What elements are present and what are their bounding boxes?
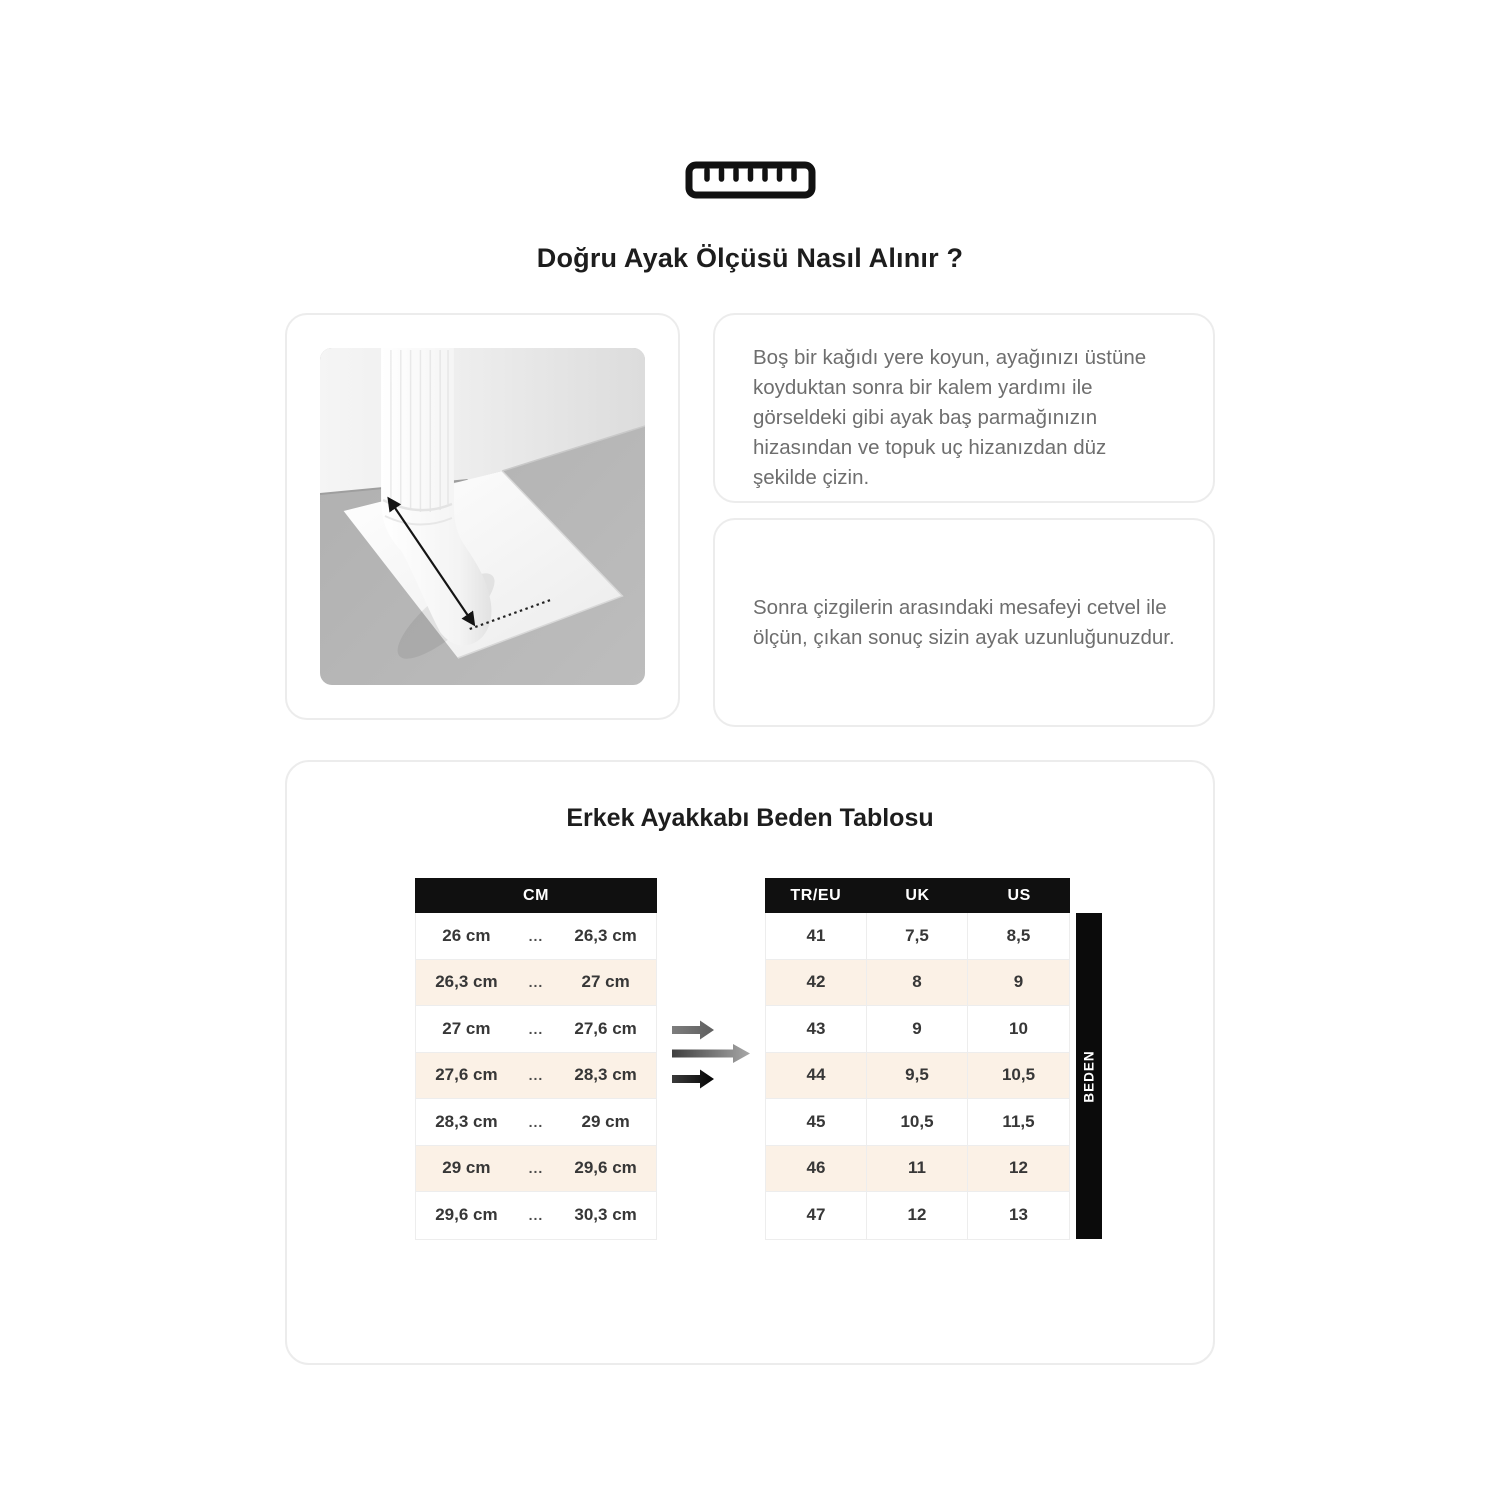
instruction-step-1-text: Boş bir kağıdı yere koyun, ayağınızı üstüne koyduktan sonra bir kalem yardımı ile görseldeki gibi ayak baş parmağınızın hizasından ve topuk uç hizanızdan düz şekilde çizin. xyxy=(753,346,1147,489)
beden-side-bar xyxy=(1076,913,1102,1239)
ruler-icon xyxy=(685,161,816,199)
table-row xyxy=(766,1146,1069,1193)
table-row xyxy=(416,1099,656,1146)
table-row xyxy=(766,1006,1069,1053)
instruction-step-1-card xyxy=(713,313,1215,503)
cm-from: 26,3 cm xyxy=(435,972,498,992)
size-cell: 13 xyxy=(1009,1205,1028,1225)
cm-from: 29 cm xyxy=(442,1158,491,1178)
foot-measurement-photo-card xyxy=(285,313,680,720)
cm-from: 29,6 cm xyxy=(435,1205,498,1225)
size-cell: 44 xyxy=(766,1053,867,1099)
instruction-step-2-card xyxy=(713,518,1215,727)
size-table-header xyxy=(765,878,1070,913)
size-cell: 41 xyxy=(766,913,867,959)
cm-from: 26 cm xyxy=(442,925,491,945)
header-icon-wrap xyxy=(0,161,1500,199)
size-cell: 7,5 xyxy=(867,913,968,959)
size-cell: 10 xyxy=(1009,1018,1028,1038)
table-row xyxy=(416,1006,656,1053)
size-cell: 11,5 xyxy=(1002,1111,1035,1131)
size-cell: 9,5 xyxy=(867,1053,968,1099)
dots-separator: ... xyxy=(528,1160,544,1177)
table-row xyxy=(766,1099,1069,1146)
table-row xyxy=(416,913,656,960)
cm-to: 29,6 cm xyxy=(574,1158,637,1178)
size-cell: 9 xyxy=(867,1006,968,1052)
foot-measurement-photo xyxy=(320,348,645,685)
cm-table-body xyxy=(415,913,657,1240)
size-cell: 12 xyxy=(1009,1158,1028,1178)
table-row xyxy=(766,1053,1069,1100)
dots-separator: ... xyxy=(528,1207,544,1224)
size-cell: 10,5 xyxy=(867,1099,968,1145)
page-title: Doğru Ayak Ölçüsü Nasıl Alınır ? xyxy=(536,243,964,273)
table-row xyxy=(766,1192,1069,1239)
table-row xyxy=(766,960,1069,1007)
dots-separator: ... xyxy=(528,1113,544,1130)
dots-separator: ... xyxy=(528,1020,544,1037)
size-cell: 8 xyxy=(867,960,968,1006)
header-us: US xyxy=(1007,886,1031,904)
conversion-arrows-icon xyxy=(672,1017,752,1092)
cm-to: 27,6 cm xyxy=(574,1018,637,1038)
cm-from: 27,6 cm xyxy=(435,1065,498,1085)
cm-to: 27 cm xyxy=(581,972,630,992)
size-cell: 11 xyxy=(867,1146,968,1192)
cm-to: 29 cm xyxy=(581,1111,630,1131)
table-row xyxy=(416,1192,656,1239)
instruction-step-2-text: Sonra çizgilerin arasındaki mesafeyi cetvel ile ölçün, çıkan sonuç sizin ayak uzunluğunuzdur. xyxy=(753,595,1175,649)
header-uk: UK xyxy=(905,886,930,904)
cm-from: 27 cm xyxy=(442,1018,491,1038)
cm-to: 28,3 cm xyxy=(574,1065,637,1085)
size-cell: 47 xyxy=(766,1192,867,1239)
cm-to: 30,3 cm xyxy=(574,1205,637,1225)
dots-separator: ... xyxy=(528,974,544,991)
size-cell: 9 xyxy=(1013,972,1024,992)
size-chart-card xyxy=(285,760,1215,1365)
cm-table xyxy=(415,878,657,1240)
size-chart-title: Erkek Ayakkabı Beden Tablosu xyxy=(566,804,934,832)
size-cell: 43 xyxy=(766,1006,867,1052)
header-tr-eu: TR/EU xyxy=(790,886,842,904)
size-cell: 42 xyxy=(766,960,867,1006)
cm-to: 26,3 cm xyxy=(574,925,637,945)
size-conversion-table xyxy=(765,878,1070,1240)
size-cell: 10,5 xyxy=(1001,1065,1036,1085)
table-row xyxy=(416,1053,656,1100)
beden-label: BEDEN xyxy=(1081,1049,1097,1103)
size-cell: 8,5 xyxy=(1006,925,1031,945)
foot-on-paper-illustration xyxy=(320,348,645,685)
size-cell: 45 xyxy=(766,1099,867,1145)
cm-table-header: CM xyxy=(415,878,657,913)
size-table-body xyxy=(765,913,1070,1240)
size-cell: 12 xyxy=(867,1192,968,1239)
table-row xyxy=(416,1146,656,1193)
table-row xyxy=(416,960,656,1007)
dots-separator: ... xyxy=(528,1067,544,1084)
cm-from: 28,3 cm xyxy=(435,1111,498,1131)
dots-separator: ... xyxy=(528,927,544,944)
size-cell: 46 xyxy=(766,1146,867,1192)
table-row xyxy=(766,913,1069,960)
